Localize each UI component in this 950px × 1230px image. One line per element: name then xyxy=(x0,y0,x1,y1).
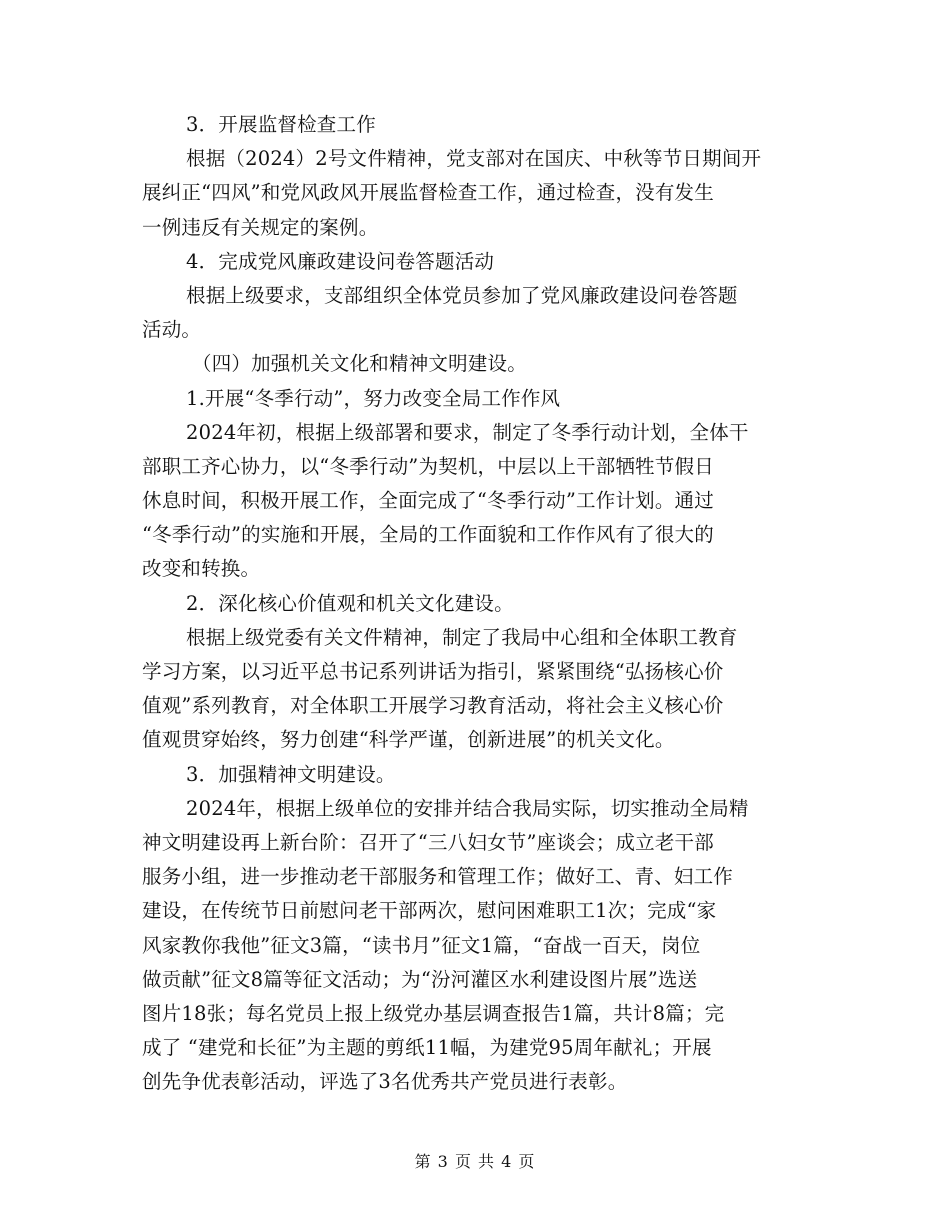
text-line: 学习方案，以习近平总书记系列讲话为指引，紧紧围绕“弘扬核心价 xyxy=(142,660,724,683)
text-line: 一例违反有关规定的案例。 xyxy=(142,215,379,239)
text-line: 根据上级党委有关文件精神，制定了我局中心组和全体职工教育 xyxy=(186,625,738,649)
text-line: 成了 “建党和长征”为主题的剪纸11幅，为建党95周年献礼；开展 xyxy=(142,1036,712,1060)
text-line: 风家教你我他”征文3篇，“读书月”征文1篇，“奋战一百天，岗位 xyxy=(142,933,701,957)
text-line: 根据（2024）2号文件精神，党支部对在国庆、中秋等节日期间开 xyxy=(186,147,762,171)
text-line: 3．加强精神文明建设。 xyxy=(186,762,396,786)
text-line: 神文明建设再上新台阶：召开了“三八妇女节”座谈会；成立老干部 xyxy=(142,830,714,854)
text-line: 改变和转换。 xyxy=(142,557,261,581)
document-body xyxy=(142,108,812,1099)
text-line: 做贡献”征文8篇等征文活动；为“汾河灌区水利建设图片展”选送 xyxy=(142,967,698,991)
text-line: 根据上级要求，支部组织全体党员参加了党风廉政建设问卷答题 xyxy=(186,283,738,307)
text-line: 图片18张；每名党员上报上级党办基层调查报告1篇，共计8篇；完 xyxy=(142,1001,725,1025)
text-line: “冬季行动”的实施和开展，全局的工作面貌和工作作风有了很大的 xyxy=(142,523,714,547)
text-line: 4．完成党风廉政建设问卷答题活动 xyxy=(186,249,495,273)
text-line: 2．深化核心价值观和机关文化建设。 xyxy=(186,591,514,615)
text-line: 2024年初，根据上级部署和要求，制定了冬季行动计划，全体干 xyxy=(186,420,749,444)
text-line: 展纠正“四风”和党风政风开展监督检查工作，通过检查，没有发生 xyxy=(142,181,714,205)
text-line: 3．开展监督检查工作 xyxy=(186,113,376,136)
text-line: 值观贯穿始终，努力创建“科学严谨，创新进展”的机关文化。 xyxy=(142,728,675,752)
page-footer: 第 3 页 共 4 页 xyxy=(414,1152,536,1171)
text-line: 休息时间，积极开展工作，全面完成了“冬季行动”工作计划。通过 xyxy=(142,489,714,513)
text-line: （四）加强机关文化和精神文明建设。 xyxy=(192,352,527,376)
text-line: 服务小组，进一步推动老干部服务和管理工作；做好工、青、妇工作 xyxy=(142,865,734,889)
text-line: 值观”系列教育，对全体职工开展学习教育活动，将社会主义核心价 xyxy=(142,694,724,718)
text-line: 1.开展“冬季行动”，努力改变全局工作作风 xyxy=(186,386,561,410)
text-line: 活动。 xyxy=(142,318,202,342)
text-line: 部职工齐心协力，以“冬季行动”为契机，中层以上干部牺牲节假日 xyxy=(142,454,714,478)
text-line: 2024年，根据上级单位的安排并结合我局实际，切实推动全局精 xyxy=(186,796,749,820)
text-line: 建设，在传统节日前慰问老干部两次，慰问困难职工1次；完成“家 xyxy=(142,899,717,923)
text-line: 创先争优表彰活动，评选了3名优秀共产党员进行表彰。 xyxy=(142,1070,628,1094)
